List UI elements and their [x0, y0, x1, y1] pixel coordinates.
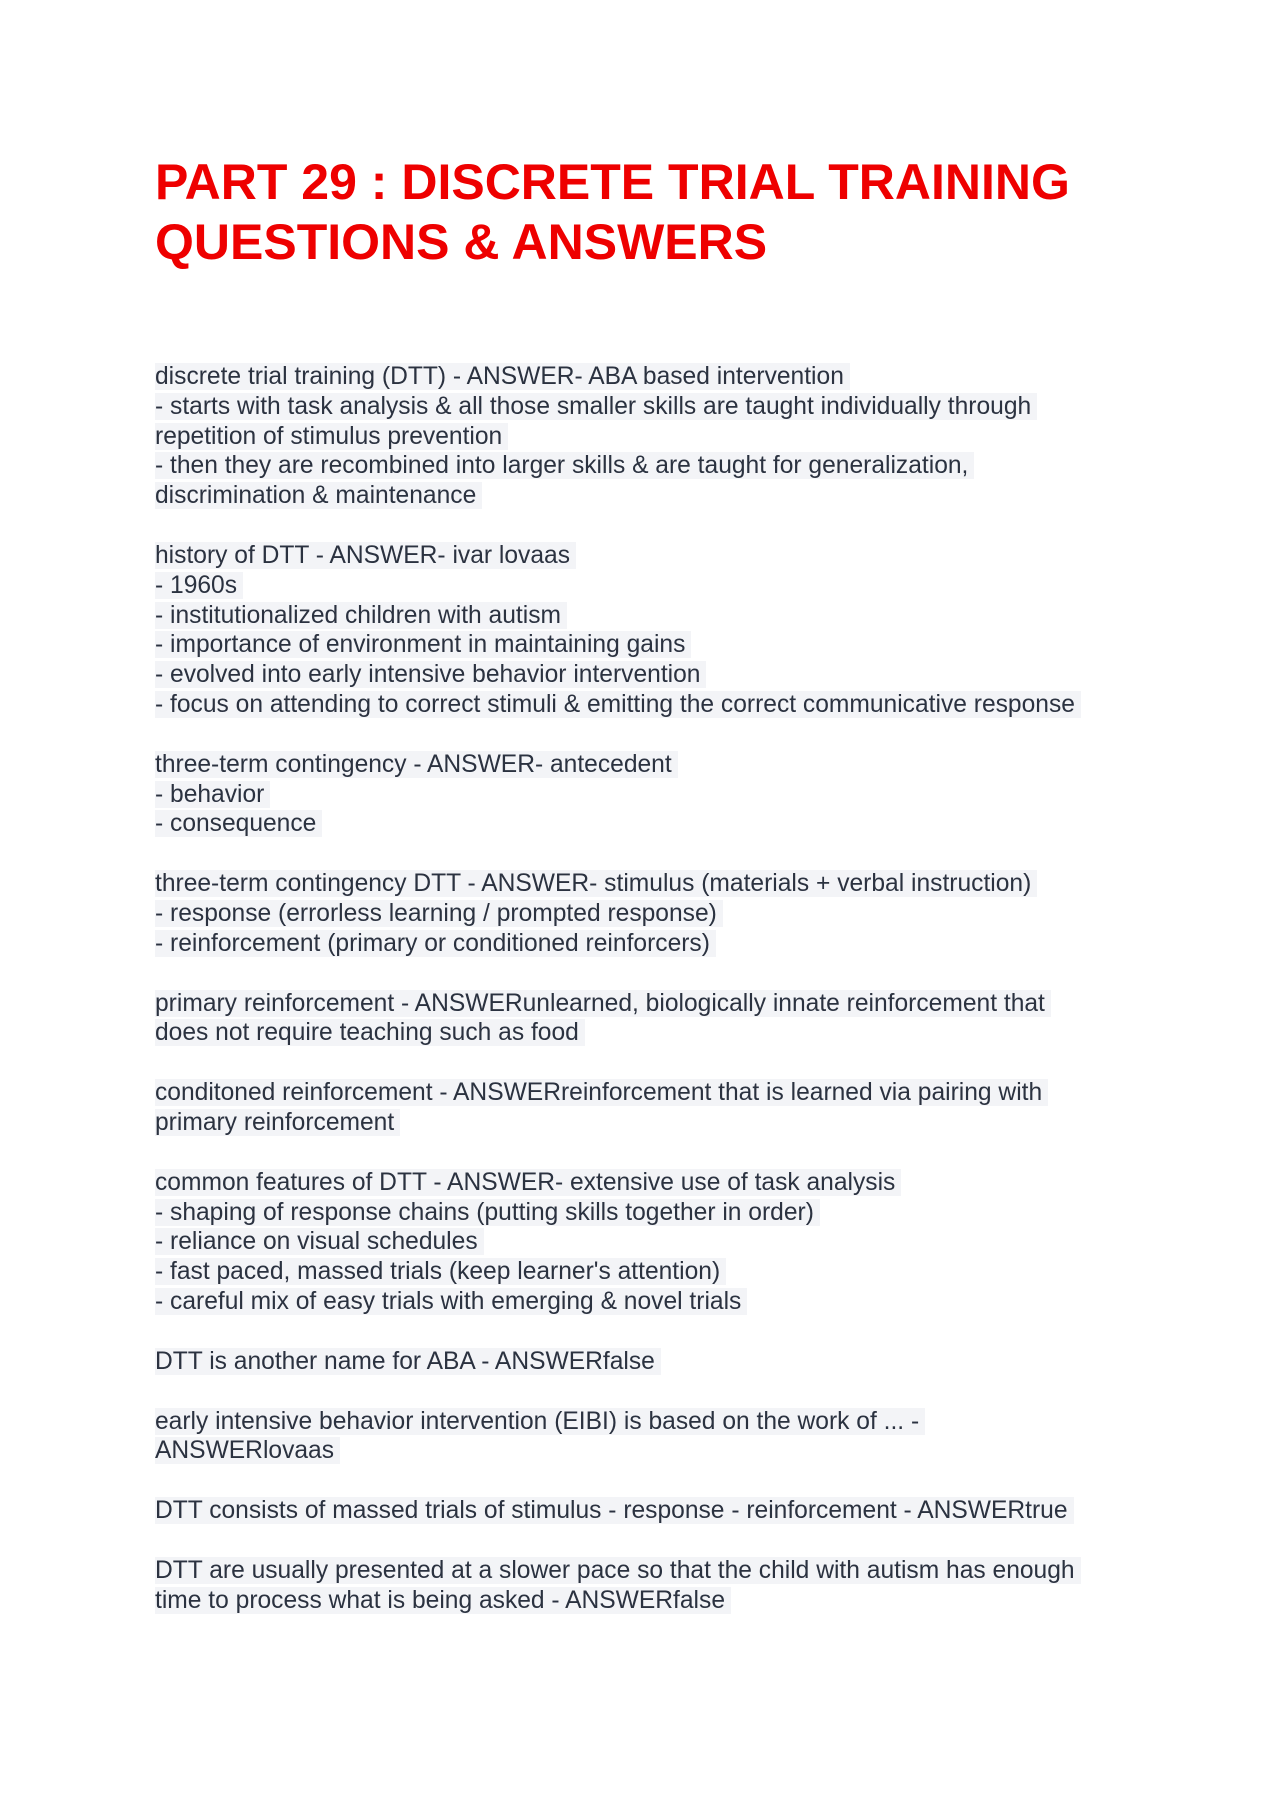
text-run: DTT consists of massed trials of stimulus - response - reinforcement - ANSWERtrue	[155, 1497, 1074, 1524]
text-line	[155, 362, 1155, 392]
text-line	[155, 899, 1155, 929]
text-run: common features of DTT - ANSWER- extensive use of task analysis	[155, 1169, 901, 1196]
text-run: DTT are usually presented at a slower pace so that the child with autism has enough	[155, 1557, 1081, 1584]
text-run: - starts with task analysis & all those smaller skills are taught individually through	[155, 393, 1037, 420]
text-run: - shaping of response chains (putting skills together in order)	[155, 1199, 820, 1226]
text-run: primary reinforcement - ANSWERunlearned, biologically innate reinforcement that	[155, 990, 1051, 1017]
text-line	[155, 1018, 1155, 1048]
text-line	[155, 1436, 1155, 1466]
qa-entry	[155, 362, 1155, 511]
text-run: - consequence	[155, 810, 322, 837]
text-run: - reliance on visual schedules	[155, 1228, 484, 1255]
text-run: - evolved into early intensive behavior intervention	[155, 661, 706, 688]
text-run: - fast paced, massed trials (keep learner's attention)	[155, 1258, 726, 1285]
text-line	[155, 1227, 1155, 1257]
text-run: - behavior	[155, 781, 270, 808]
text-line	[155, 1586, 1155, 1616]
text-line	[155, 571, 1155, 601]
text-line	[155, 1078, 1155, 1108]
text-run: three-term contingency - ANSWER- antecedent	[155, 751, 678, 778]
text-line	[155, 1198, 1155, 1228]
qa-entry	[155, 869, 1155, 958]
text-run: - response (errorless learning / prompted response)	[155, 900, 723, 927]
qa-entry	[155, 541, 1155, 720]
qa-list	[155, 362, 1155, 1646]
text-line	[155, 660, 1155, 690]
text-line	[155, 750, 1155, 780]
text-run: ANSWERlovaas	[155, 1437, 340, 1464]
qa-entry	[155, 1168, 1155, 1317]
text-run: three-term contingency DTT - ANSWER- stimulus (materials + verbal instruction)	[155, 870, 1037, 897]
text-line	[155, 1407, 1155, 1437]
title-line-1: PART 29 : DISCRETE TRIAL TRAINING	[155, 154, 1070, 210]
text-run: repetition of stimulus prevention	[155, 423, 508, 450]
text-line	[155, 541, 1155, 571]
qa-entry	[155, 1496, 1155, 1526]
qa-entry	[155, 989, 1155, 1049]
text-line	[155, 929, 1155, 959]
text-line	[155, 630, 1155, 660]
text-run: conditoned reinforcement - ANSWERreinforcement that is learned via pairing with	[155, 1079, 1048, 1106]
text-line	[155, 601, 1155, 631]
text-run: discrimination & maintenance	[155, 482, 482, 509]
text-run: does not require teaching such as food	[155, 1019, 585, 1046]
text-line	[155, 989, 1155, 1019]
document-title	[155, 152, 1155, 272]
text-line	[155, 809, 1155, 839]
text-line	[155, 422, 1155, 452]
qa-entry	[155, 750, 1155, 839]
text-line	[155, 1496, 1155, 1526]
text-line	[155, 481, 1155, 511]
text-run: history of DTT - ANSWER- ivar lovaas	[155, 542, 576, 569]
text-run: DTT is another name for ABA - ANSWERfalse	[155, 1348, 661, 1375]
text-run: discrete trial training (DTT) - ANSWER- ABA based intervention	[155, 363, 850, 390]
text-line	[155, 1287, 1155, 1317]
text-run: - careful mix of easy trials with emerging & novel trials	[155, 1288, 747, 1315]
text-run: early intensive behavior intervention (EIBI) is based on the work of ... -	[155, 1408, 925, 1435]
text-line	[155, 869, 1155, 899]
text-line	[155, 1168, 1155, 1198]
qa-entry	[155, 1556, 1155, 1616]
text-run: - focus on attending to correct stimuli & emitting the correct communicative response	[155, 691, 1081, 718]
qa-entry	[155, 1347, 1155, 1377]
text-run: - reinforcement (primary or conditioned reinforcers)	[155, 930, 716, 957]
text-run: - 1960s	[155, 572, 243, 599]
title-line-2: QUESTIONS & ANSWERS	[155, 214, 768, 270]
text-run: primary reinforcement	[155, 1109, 400, 1136]
text-line	[155, 1257, 1155, 1287]
text-run: - institutionalized children with autism	[155, 602, 567, 629]
text-line	[155, 1108, 1155, 1138]
text-line	[155, 392, 1155, 422]
text-line	[155, 780, 1155, 810]
qa-entry	[155, 1407, 1155, 1467]
text-run: - importance of environment in maintaining gains	[155, 631, 691, 658]
text-line	[155, 451, 1155, 481]
text-line	[155, 1347, 1155, 1377]
text-run: - then they are recombined into larger skills & are taught for generalization,	[155, 452, 974, 479]
qa-entry	[155, 1078, 1155, 1138]
text-line	[155, 690, 1155, 720]
text-line	[155, 1556, 1155, 1586]
text-run: time to process what is being asked - ANSWERfalse	[155, 1587, 731, 1614]
